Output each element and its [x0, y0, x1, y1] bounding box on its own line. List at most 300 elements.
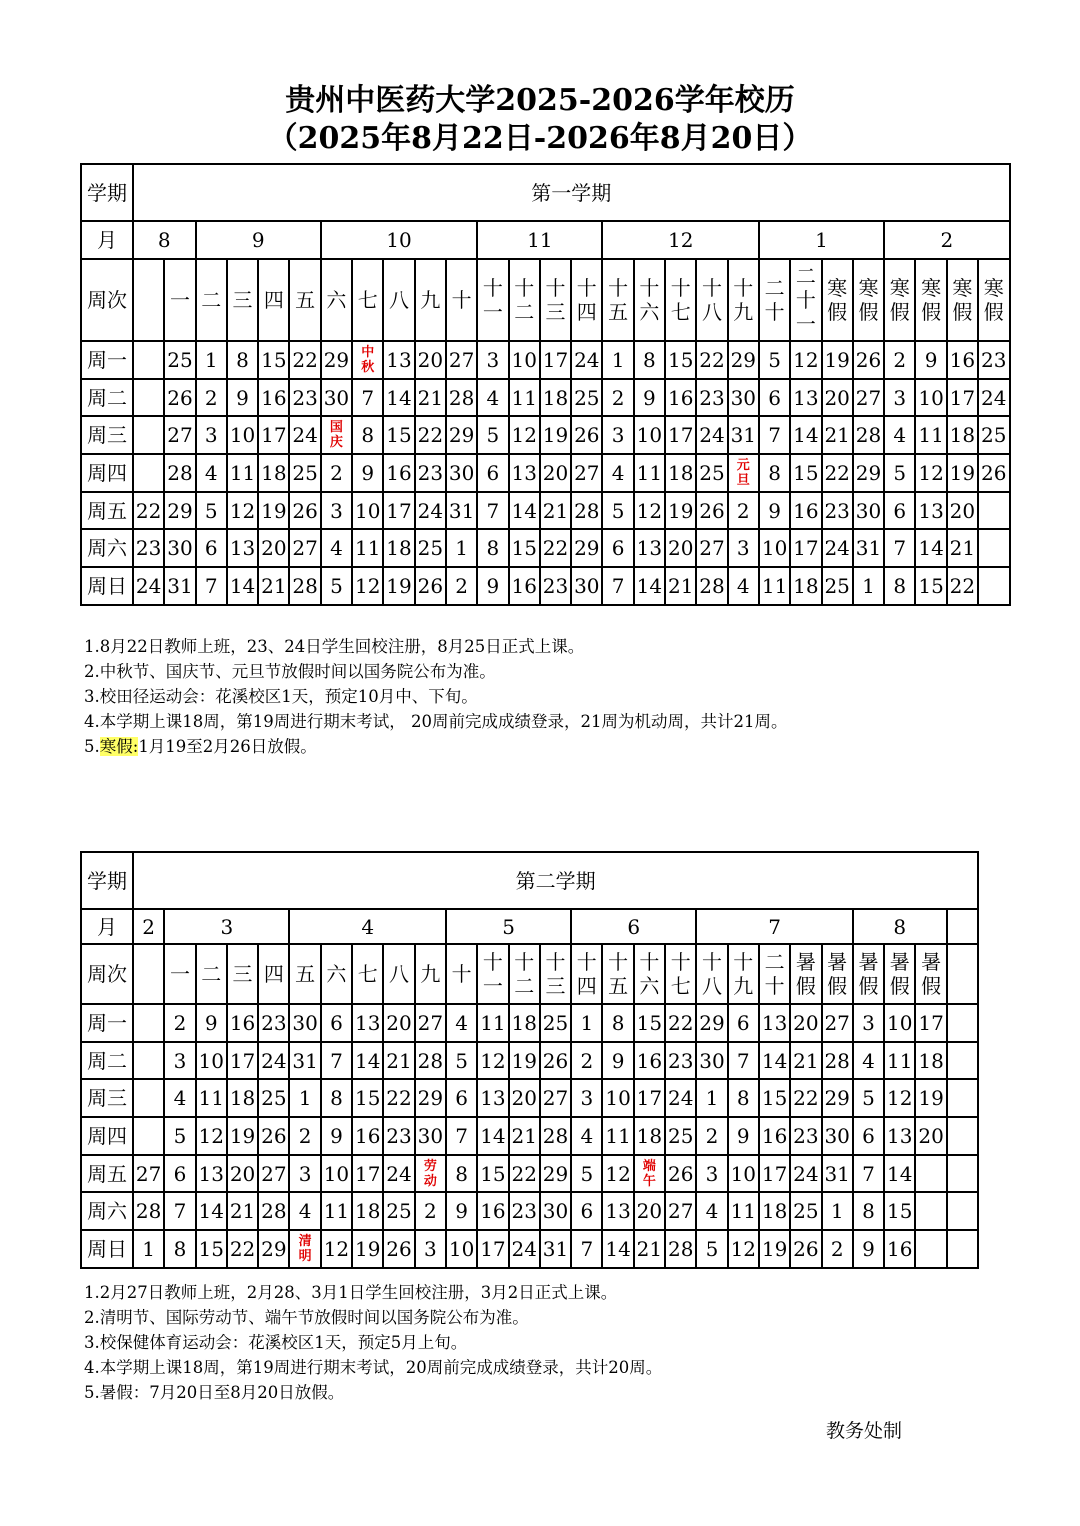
date-cell: 7	[728, 1042, 759, 1080]
date-cell: 11	[196, 1079, 227, 1117]
date-cell: 10	[728, 1155, 759, 1193]
date-cell: 14	[884, 1155, 915, 1193]
date-cell	[133, 1117, 164, 1155]
date-cell: 1	[571, 1004, 602, 1042]
week-number-cell: 七	[352, 259, 383, 341]
date-cell: 2	[415, 1192, 446, 1230]
week-number-cell: 十 二	[509, 944, 540, 1004]
date-cell: 9	[321, 1117, 352, 1155]
term1-notes	[84, 634, 787, 759]
date-cell: 2	[822, 1230, 853, 1268]
date-cell: 10	[196, 1042, 227, 1080]
day-row	[81, 341, 1010, 379]
date-cell: 26	[540, 1042, 571, 1080]
week-number-cell: 九	[415, 259, 446, 341]
date-cell: 24	[696, 416, 727, 454]
date-cell: 2	[602, 379, 633, 417]
date-cell: 1	[602, 341, 633, 379]
date-cell: 17	[227, 1042, 258, 1080]
date-cell: 18	[258, 454, 289, 492]
week-number-cell: 六	[321, 259, 352, 341]
date-cell: 5	[321, 567, 352, 605]
date-cell: 23	[383, 1117, 414, 1155]
date-cell: 30	[853, 492, 884, 530]
date-cell: 22	[415, 416, 446, 454]
date-cell: 16	[352, 1117, 383, 1155]
day-label: 周一	[81, 1004, 133, 1042]
date-cell: 2	[571, 1042, 602, 1080]
date-cell: 15	[915, 567, 946, 605]
date-cell	[133, 341, 164, 379]
date-cell: 11	[634, 454, 665, 492]
date-cell: 3	[289, 1155, 320, 1193]
date-cell: 21	[258, 567, 289, 605]
week-number-cell: 十 九	[728, 259, 759, 341]
date-cell: 19	[509, 1042, 540, 1080]
date-cell: 18	[509, 1004, 540, 1042]
page-subtitle: （2025年8月22日-2026年8月20日）	[267, 121, 813, 156]
date-cell: 18	[227, 1079, 258, 1117]
date-cell: 26	[790, 1230, 821, 1268]
date-cell: 16	[509, 567, 540, 605]
date-cell: 31	[289, 1042, 320, 1080]
date-cell: 19	[540, 416, 571, 454]
date-cell: 30	[696, 1042, 727, 1080]
date-cell	[947, 1042, 978, 1080]
date-cell: 23	[790, 1117, 821, 1155]
date-cell: 8	[446, 1155, 477, 1193]
date-cell: 6	[446, 1079, 477, 1117]
date-cell: 26	[289, 492, 320, 530]
date-cell: 12	[477, 1042, 508, 1080]
note-line: 3.校保健体育运动会：花溪校区1天，预定5月上旬。	[84, 1333, 468, 1352]
date-cell: 3	[321, 492, 352, 530]
month-cell: 6	[571, 909, 696, 944]
date-cell: 22	[540, 529, 571, 567]
date-cell: 20	[947, 492, 978, 530]
date-cell: 26	[853, 341, 884, 379]
winter-break-highlight: 寒假:	[99, 737, 139, 756]
month-cell: 1	[759, 221, 884, 259]
date-cell: 9	[728, 1117, 759, 1155]
date-cell: 27	[853, 379, 884, 417]
date-cell: 25	[978, 416, 1009, 454]
date-cell: 4	[696, 1192, 727, 1230]
date-cell: 23	[133, 529, 164, 567]
date-cell: 25	[164, 341, 195, 379]
week-number-cell: 八	[383, 259, 414, 341]
day-label: 周四	[81, 1117, 133, 1155]
month-cell: 8	[133, 221, 196, 259]
week-number-cell: 五	[289, 259, 320, 341]
date-cell	[915, 1192, 946, 1230]
day-label: 周一	[81, 341, 133, 379]
date-cell: 8	[759, 454, 790, 492]
date-cell: 30	[540, 1192, 571, 1230]
date-cell: 28	[446, 379, 477, 417]
date-cell: 8	[352, 416, 383, 454]
week-number-cell: 二	[196, 259, 227, 341]
month-cell: 9	[196, 221, 321, 259]
date-cell: 19	[258, 492, 289, 530]
date-cell: 30	[446, 454, 477, 492]
week-label: 周次	[81, 944, 133, 1004]
date-cell: 28	[822, 1042, 853, 1080]
date-cell: 17	[540, 341, 571, 379]
date-cell: 29	[853, 454, 884, 492]
date-cell	[947, 1079, 978, 1117]
date-cell: 12	[728, 1230, 759, 1268]
date-cell: 24	[571, 341, 602, 379]
date-cell: 10	[352, 492, 383, 530]
week-number-cell: 十	[446, 259, 477, 341]
term1-calendar-table	[80, 163, 1011, 606]
week-number-cell: 一	[164, 944, 195, 1004]
week-number-cell: 十 六	[634, 944, 665, 1004]
week-number-cell: 十 六	[634, 259, 665, 341]
week-number-cell: 十 八	[696, 259, 727, 341]
date-cell: 31	[446, 492, 477, 530]
date-cell: 8	[728, 1079, 759, 1117]
week-number-cell: 八	[383, 944, 414, 1004]
day-row	[81, 567, 1010, 605]
date-cell: 8	[477, 529, 508, 567]
date-cell: 30	[571, 567, 602, 605]
date-cell: 3	[728, 529, 759, 567]
day-label: 周六	[81, 529, 133, 567]
note-line: 3.校田径运动会：花溪校区1天，预定10月中、下旬。	[84, 687, 478, 706]
date-cell: 7	[853, 1155, 884, 1193]
week-number-cell: 三	[227, 944, 258, 1004]
date-cell: 25	[383, 1192, 414, 1230]
week-number-cell: 六	[321, 944, 352, 1004]
week-number-cell: 暑 假	[915, 944, 946, 1004]
week-number-cell	[947, 944, 978, 1004]
date-cell: 7	[759, 416, 790, 454]
date-cell: 13	[477, 1079, 508, 1117]
day-row	[81, 1042, 978, 1080]
date-cell: 19	[383, 567, 414, 605]
date-cell: 14	[509, 492, 540, 530]
date-cell: 24	[665, 1079, 696, 1117]
day-label: 周三	[81, 1079, 133, 1117]
day-row	[81, 379, 1010, 417]
date-cell: 16	[759, 1117, 790, 1155]
note-line: 1.2月27日教师上班，2月28、3月1日学生回校注册，3月2日正式上课。	[84, 1283, 618, 1302]
date-cell: 1	[196, 341, 227, 379]
date-cell: 2	[289, 1117, 320, 1155]
date-cell: 7	[352, 379, 383, 417]
day-row	[81, 529, 1010, 567]
date-cell: 17	[665, 416, 696, 454]
date-cell	[133, 1079, 164, 1117]
date-cell: 4	[477, 379, 508, 417]
date-cell: 21	[383, 1042, 414, 1080]
date-cell: 5	[477, 416, 508, 454]
date-cell: 18	[790, 567, 821, 605]
date-cell: 25	[822, 567, 853, 605]
date-cell: 14	[196, 1192, 227, 1230]
date-cell: 27	[415, 1004, 446, 1042]
date-cell: 18	[383, 529, 414, 567]
week-number-cell: 四	[258, 944, 289, 1004]
date-cell: 11	[602, 1117, 633, 1155]
date-cell: 16	[884, 1230, 915, 1268]
date-cell: 13	[759, 1004, 790, 1042]
term-label: 学期	[81, 852, 133, 909]
date-cell: 20	[634, 1192, 665, 1230]
week-number-cell: 十 一	[477, 944, 508, 1004]
day-label: 周六	[81, 1192, 133, 1230]
month-cell: 11	[477, 221, 602, 259]
holiday-mark: 清 明	[289, 1230, 320, 1268]
date-cell: 17	[258, 416, 289, 454]
date-cell: 11	[321, 1192, 352, 1230]
date-cell: 22	[665, 1004, 696, 1042]
week-number-cell: 暑 假	[822, 944, 853, 1004]
date-cell: 26	[978, 454, 1009, 492]
date-cell	[133, 416, 164, 454]
term-row	[81, 852, 978, 909]
date-cell: 14	[383, 379, 414, 417]
date-cell: 8	[227, 341, 258, 379]
week-number-cell: 十 四	[571, 944, 602, 1004]
date-cell: 24	[383, 1155, 414, 1193]
holiday-mark: 国 庆	[321, 416, 352, 454]
date-cell: 10	[884, 1004, 915, 1042]
week-number-cell: 二 十 一	[790, 259, 821, 341]
date-cell: 24	[133, 567, 164, 605]
day-label: 周五	[81, 1155, 133, 1193]
date-cell: 2	[696, 1117, 727, 1155]
date-cell: 4	[321, 529, 352, 567]
date-cell: 24	[822, 529, 853, 567]
month-label: 月	[81, 909, 133, 944]
date-cell: 2	[196, 379, 227, 417]
date-cell: 27	[446, 341, 477, 379]
date-cell: 9	[853, 1230, 884, 1268]
date-cell: 9	[915, 341, 946, 379]
month-cell: 4	[289, 909, 445, 944]
date-cell: 25	[790, 1192, 821, 1230]
date-cell: 23	[415, 454, 446, 492]
date-cell: 7	[196, 567, 227, 605]
date-cell: 1	[133, 1230, 164, 1268]
date-cell: 17	[790, 529, 821, 567]
week-number-cell: 暑 假	[884, 944, 915, 1004]
date-cell: 16	[477, 1192, 508, 1230]
date-cell: 22	[696, 341, 727, 379]
date-cell: 24	[790, 1155, 821, 1193]
date-cell: 22	[947, 567, 978, 605]
date-cell: 24	[415, 492, 446, 530]
date-cell: 15	[352, 1079, 383, 1117]
date-cell: 16	[258, 379, 289, 417]
date-cell: 6	[571, 1192, 602, 1230]
date-cell: 22	[227, 1230, 258, 1268]
date-cell: 3	[196, 416, 227, 454]
date-cell: 17	[915, 1004, 946, 1042]
date-cell: 26	[415, 567, 446, 605]
date-cell: 12	[227, 492, 258, 530]
date-cell: 10	[634, 416, 665, 454]
date-cell: 14	[790, 416, 821, 454]
week-number-cell: 寒 假	[853, 259, 884, 341]
date-cell: 23	[696, 379, 727, 417]
date-cell: 16	[227, 1004, 258, 1042]
date-cell: 9	[477, 567, 508, 605]
date-cell: 2	[728, 492, 759, 530]
date-cell: 18	[915, 1042, 946, 1080]
date-cell: 9	[352, 454, 383, 492]
day-label: 周五	[81, 492, 133, 530]
date-cell: 15	[196, 1230, 227, 1268]
date-cell: 19	[915, 1079, 946, 1117]
date-cell: 21	[790, 1042, 821, 1080]
date-cell: 9	[196, 1004, 227, 1042]
week-number-cell: 十 三	[540, 259, 571, 341]
date-cell: 21	[822, 416, 853, 454]
date-cell: 12	[321, 1230, 352, 1268]
week-number-cell: 十 四	[571, 259, 602, 341]
day-row	[81, 1155, 978, 1193]
date-cell: 23	[509, 1192, 540, 1230]
date-cell: 29	[258, 1230, 289, 1268]
date-cell: 29	[540, 1155, 571, 1193]
date-cell: 31	[540, 1230, 571, 1268]
date-cell: 10	[446, 1230, 477, 1268]
page-title: 贵州中医药大学2025-2026学年校历	[285, 83, 795, 118]
holiday-mark: 端 午	[634, 1155, 665, 1193]
date-cell: 28	[415, 1042, 446, 1080]
week-number-cell	[133, 944, 164, 1004]
date-cell: 18	[759, 1192, 790, 1230]
date-cell: 25	[665, 1117, 696, 1155]
date-cell: 7	[884, 529, 915, 567]
date-cell: 5	[164, 1117, 195, 1155]
date-cell: 12	[790, 341, 821, 379]
date-cell: 7	[602, 567, 633, 605]
date-cell: 13	[227, 529, 258, 567]
note-line: 2.清明节、国际劳动节、端午节放假时间以国务院公布为准。	[84, 1308, 529, 1327]
date-cell	[947, 1117, 978, 1155]
date-cell	[947, 1004, 978, 1042]
month-cell: 5	[446, 909, 571, 944]
date-cell: 29	[728, 341, 759, 379]
date-cell: 30	[289, 1004, 320, 1042]
date-cell: 25	[289, 454, 320, 492]
date-cell: 23	[978, 341, 1009, 379]
date-cell: 21	[509, 1117, 540, 1155]
date-cell: 23	[258, 1004, 289, 1042]
date-cell: 27	[258, 1155, 289, 1193]
date-cell: 13	[790, 379, 821, 417]
date-cell: 11	[759, 567, 790, 605]
date-cell: 20	[822, 379, 853, 417]
date-cell: 8	[884, 567, 915, 605]
week-number-cell: 寒 假	[822, 259, 853, 341]
week-number-cell: 寒 假	[947, 259, 978, 341]
date-cell: 27	[822, 1004, 853, 1042]
date-cell: 8	[634, 341, 665, 379]
date-cell: 2	[321, 454, 352, 492]
date-cell: 19	[822, 341, 853, 379]
date-cell: 9	[227, 379, 258, 417]
week-number-cell: 二	[196, 944, 227, 1004]
week-number-cell: 十 五	[602, 259, 633, 341]
date-cell: 24	[258, 1042, 289, 1080]
date-cell: 6	[196, 529, 227, 567]
date-cell: 26	[665, 1155, 696, 1193]
week-number-cell: 十 一	[477, 259, 508, 341]
note-line	[84, 734, 787, 759]
date-cell	[915, 1230, 946, 1268]
date-cell: 24	[509, 1230, 540, 1268]
date-cell: 24	[289, 416, 320, 454]
date-cell: 9	[602, 1042, 633, 1080]
date-cell: 13	[196, 1155, 227, 1193]
date-cell: 26	[696, 492, 727, 530]
date-cell: 6	[884, 492, 915, 530]
date-cell: 13	[602, 1192, 633, 1230]
month-cell: 12	[602, 221, 758, 259]
date-cell: 28	[133, 1192, 164, 1230]
date-cell: 27	[164, 416, 195, 454]
date-cell: 3	[164, 1042, 195, 1080]
date-cell: 17	[634, 1079, 665, 1117]
date-cell: 7	[446, 1117, 477, 1155]
note-line: 1.8月22日教师上班，23、24日学生回校注册，8月25日正式上课。	[84, 637, 585, 656]
date-cell: 1	[696, 1079, 727, 1117]
date-cell: 20	[227, 1155, 258, 1193]
date-cell: 4	[853, 1042, 884, 1080]
date-cell: 29	[321, 341, 352, 379]
date-cell: 26	[258, 1117, 289, 1155]
date-cell: 10	[227, 416, 258, 454]
date-cell: 3	[884, 379, 915, 417]
week-number-cell	[133, 259, 164, 341]
date-cell: 17	[477, 1230, 508, 1268]
date-cell: 19	[947, 454, 978, 492]
date-cell: 29	[822, 1079, 853, 1117]
date-cell: 20	[665, 529, 696, 567]
date-cell: 22	[790, 1079, 821, 1117]
date-cell: 10	[915, 379, 946, 417]
date-cell: 5	[696, 1230, 727, 1268]
date-cell: 23	[540, 567, 571, 605]
note-line: 4.本学期上课18周，第19周进行期末考试，20周前完成成绩登录，共计20周。	[84, 1358, 663, 1377]
date-cell: 12	[602, 1155, 633, 1193]
date-cell: 14	[759, 1042, 790, 1080]
date-cell: 9	[759, 492, 790, 530]
date-cell: 23	[822, 492, 853, 530]
week-number-cell: 十 七	[665, 944, 696, 1004]
date-cell: 30	[822, 1117, 853, 1155]
date-cell	[978, 567, 1009, 605]
date-cell: 19	[759, 1230, 790, 1268]
date-cell: 18	[947, 416, 978, 454]
date-cell: 17	[947, 379, 978, 417]
date-cell: 23	[289, 379, 320, 417]
date-cell: 3	[696, 1155, 727, 1193]
date-cell: 22	[383, 1079, 414, 1117]
date-cell: 6	[602, 529, 633, 567]
date-cell: 18	[665, 454, 696, 492]
term2-notes	[84, 1280, 662, 1405]
week-number-cell: 十 七	[665, 259, 696, 341]
week-number-cell: 寒 假	[884, 259, 915, 341]
date-cell	[133, 1042, 164, 1080]
